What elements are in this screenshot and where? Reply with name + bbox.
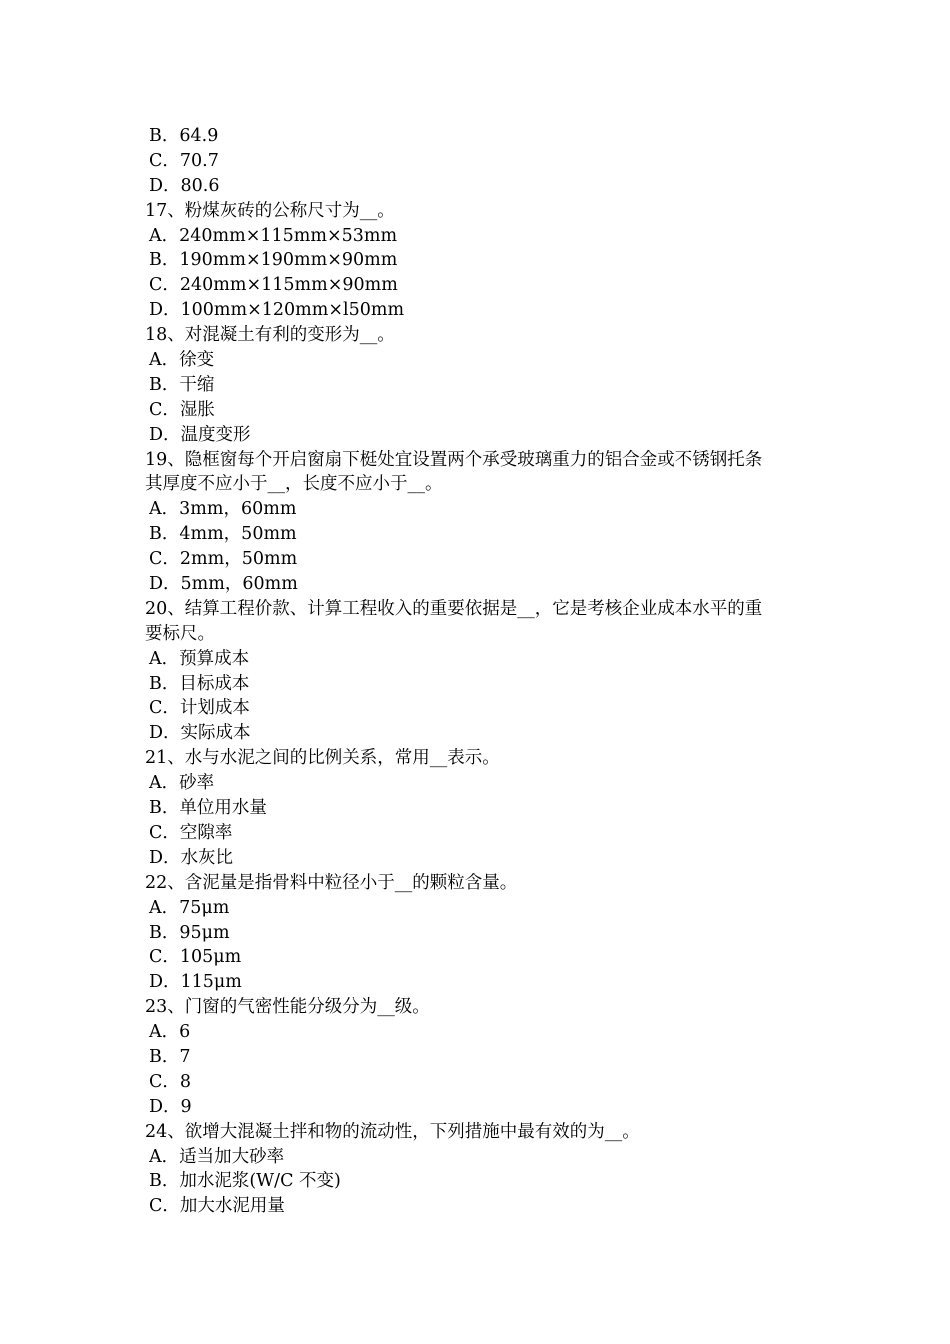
answer-option: D．80.6 [149,175,220,196]
answer-option: C．105μm [149,947,242,968]
answer-option: A．砂率 [149,773,215,794]
answer-option: A．240mm×115mm×53mm [149,225,398,246]
answer-option: A．3mm，60mm [149,499,297,520]
answer-option: C．加大水泥用量 [149,1196,285,1217]
answer-option: A．6 [149,1022,191,1043]
answer-option: A．75μm [149,897,230,918]
answer-option: D．115μm [149,972,242,993]
question-text-line: 21、水与水泥之间的比例关系，常用__表示。 [145,748,500,769]
answer-option: D．实际成本 [149,723,251,744]
answer-option: A．预算成本 [149,648,250,669]
answer-option: A．适当加大砂率 [149,1146,285,1167]
answer-option: B．7 [149,1046,191,1067]
answer-option: C．空隙率 [149,822,233,843]
question-text-line: 要标尺。 [145,623,215,644]
answer-option: B．干缩 [149,374,215,395]
answer-option: D．5mm，60mm [149,574,298,595]
question-text-line: 其厚度不应小于__，长度不应小于__。 [145,474,443,495]
question-text-line: 17、粉煤灰砖的公称尺寸为__。 [145,200,395,221]
answer-option: C．2mm，50mm [149,549,298,570]
answer-option: C．70.7 [149,150,219,171]
answer-option: D．9 [149,1096,192,1117]
answer-option: B．加水泥浆(W/C 不变) [149,1171,341,1192]
question-text-line: 24、欲增大混凝土拌和物的流动性，下列措施中最有效的为__。 [145,1121,640,1142]
answer-option: B．目标成本 [149,673,250,694]
answer-option: B．190mm×190mm×90mm [149,250,398,271]
answer-option: C．8 [149,1071,192,1092]
question-text-line: 20、结算工程价款、计算工程收入的重要依据是__，它是考核企业成本水平的重 [145,598,763,619]
answer-option: C．计划成本 [149,698,250,719]
answer-option: D．水灰比 [149,847,234,868]
answer-option: B．单位用水量 [149,798,267,819]
answer-option: B．4mm，50mm [149,524,297,545]
question-text-line: 18、对混凝土有利的变形为__。 [145,325,395,346]
question-text-line: 22、含泥量是指骨料中粒径小于__的颗粒含量。 [145,872,518,893]
question-text-line: 23、门窗的气密性能分级分为__级。 [145,997,430,1018]
answer-option: D．温度变形 [149,424,251,445]
answer-option: C．湿胀 [149,399,215,420]
answer-option: D．100mm×120mm×l50mm [149,300,405,321]
answer-option: B．64.9 [149,126,219,146]
answer-option: C．240mm×115mm×90mm [149,275,398,296]
exam-content [145,124,810,1219]
answer-option: A．徐变 [149,350,215,371]
answer-option: B．95μm [149,922,230,943]
question-text-line: 19、隐框窗每个开启窗扇下梃处宜设置两个承受玻璃重力的铝合金或不锈钢托条 [145,449,763,470]
